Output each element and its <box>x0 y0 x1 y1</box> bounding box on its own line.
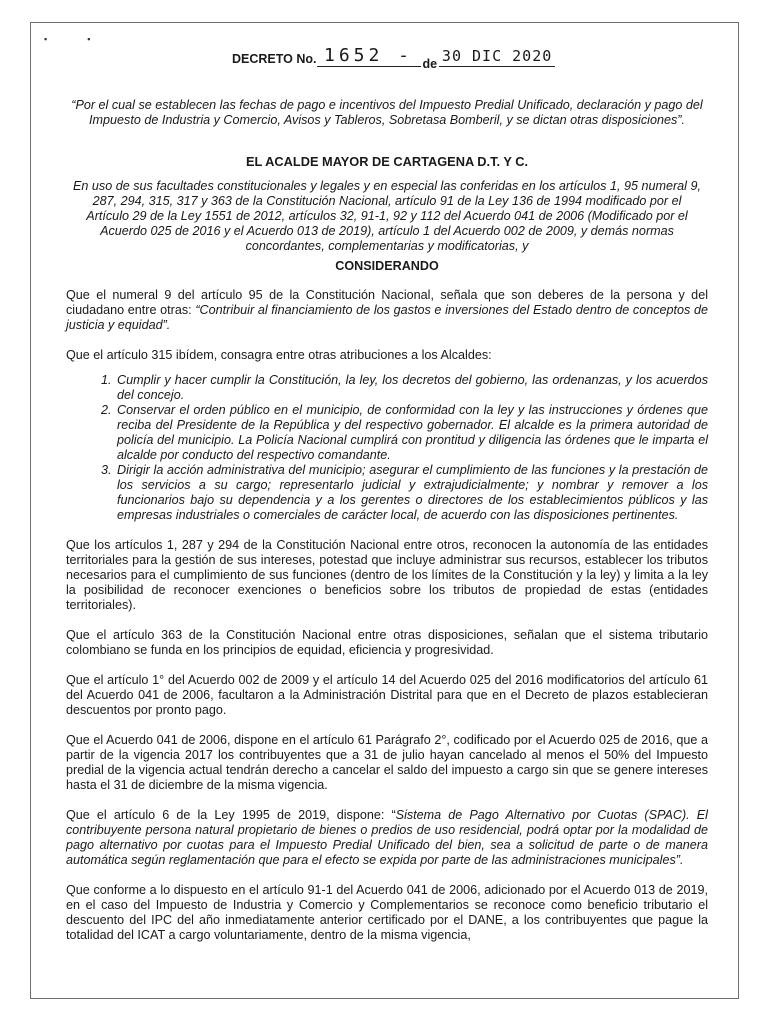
paragraph-7-quote: Sistema de Pago Alternativo por Cuotas (SPAC). El contribuyente persona natural propietario de bienes o predios de uso residencial, podrá optar por la modalidad de pago alternativo por cuotas para el Impuesto Predial Unificado del bien, sea a solicitud de parte o de manera automática según reglamentación que para el efecto se expida por parte de las administraciones municipales”. <box>66 808 708 867</box>
decree-header <box>232 45 555 71</box>
decree-label: DECRETO No. <box>232 52 317 66</box>
paragraph-6: Que el Acuerdo 041 de 2006, dispone en el artículo 61 Parágrafo 2°, codificado por el Acuerdo 025 de 2016, que a partir de la vigencia 2017 los contribuyentes que a 31 de julio hayan cancelado al menos el 50% del Impuesto predial de la vigencia actual tendrán derecho a cancelar el saldo del impuesto a cargo sin que se genere intereses hasta el 31 de diciembre de la misma vigencia. <box>66 733 708 792</box>
paragraph-7 <box>66 808 708 868</box>
paragraph-1-quote: “Contribuir al financiamiento de los gastos e inversiones del Estado dentro de conceptos de justicia y equidad”. <box>66 303 708 332</box>
considering-heading: CONSIDERANDO <box>335 259 439 273</box>
decree-number: 1652 - <box>317 46 421 67</box>
paragraph-7-quote-mark: “ <box>391 808 396 822</box>
list-item: 2. Conservar el orden público en el municipio, de conformidad con la ley y las instrucciones y órdenes que reciba del Presidente de la República y del respectivo gobernador. El alcalde es la primera autoridad de policía del municipio. La Policía Nacional cumplirá con prontitud y diligencia las órdenes que le imparta el alcalde por conducto del respectivo comandante. <box>115 403 708 463</box>
paragraph-4: Que el artículo 363 de la Constitución Nacional entre otras disposiciones, señalan que el sistema tributario colombiano se funda en los principios de equidad, eficiencia y progresividad. <box>66 628 708 657</box>
paragraph-1 <box>66 288 708 333</box>
date-connector: de <box>422 57 438 71</box>
authority-heading: EL ACALDE MAYOR DE CARTAGENA D.T. Y C. <box>245 154 529 169</box>
decree-summary: “Por el cual se establecen las fechas de pago e incentivos del Impuesto Predial Unificado, declaración y pago del Impuesto de Industria y Comercio, Avisos y Tableros, Sobretasa Bomberil, y se dictan otras disposiciones”. <box>71 98 703 127</box>
paragraph-5: Que el artículo 1° del Acuerdo 002 de 2009 y el artículo 14 del Acuerdo 025 del 2016 modificatorios del artículo 61 del Acuerdo 041 de 2006, facultaron a la Administración Distrital para que en el Decreto de plazos establecieran descuentos por pronto pago. <box>66 673 708 717</box>
paragraph-8: Que conforme a lo dispuesto en el artículo 91-1 del Acuerdo 041 de 2006, adicionado por el Acuerdo 013 de 2019, en el caso del Impuesto de Industria y Comercio y Complementarios se reconoce como beneficio tributario el descuento del IPC del año inmediatamente anterior certificado por el DANE, a los contribuyentes que pague la totalidad del ICAT a cargo voluntariamente, dentro de la misma vigencia, <box>66 883 708 942</box>
paragraph-2: Que el artículo 315 ibídem, consagra entre otras atribuciones a los Alcaldes: <box>66 348 492 362</box>
paragraph-7-lead: Que el artículo 6 de la Ley 1995 de 2019, dispone: <box>66 808 392 822</box>
attributions-list <box>66 373 708 523</box>
powers-paragraph: En uso de sus facultades constitucionales y legales y en especial las conferidas en los artículos 1, 95 numeral 9, 287, 294, 315, 317 y 363 de la Constitución Nacional, artículo 91 de la Ley 136 de 1994 modificado por el Artículo 29 de la Ley 1551 de 2012, artículos 32, 91-1, 92 y 112 del Acuerdo 041 de 2006 (Modificado por el Acuerdo 025 de 2016 y el Acuerdo 013 de 2019), artículo 1 del Acuerdo 002 de 2009, y demás normas concordantes, complementarias y modificatorias, y <box>73 179 701 253</box>
paragraph-3: Que los artículos 1, 287 y 294 de la Constitución Nacional entre otros, reconocen la autonomía de las entidades territoriales para la gestión de sus intereses, potestad que incluye administrar sus recursos, establecer los tributos necesarios para el cumplimiento de sus funciones (dentro de los límites de la Constitución y la ley) y limita a la ley la posibilidad de reconocer exenciones o beneficios sobre los tributos de propiedad de estas (entidades territoriales). <box>66 538 708 612</box>
list-item: 3. Dirigir la acción administrativa del municipio; asegurar el cumplimiento de las funciones y la prestación de los servicios a su cargo; representarlo judicial y extrajudicialmente; y nombrar y remover a los funcionarios bajo su dependencia y a los gerentes o directores de los establecimientos públicos y las empresas industriales o comerciales de carácter local, de acuerdo con las disposiciones pertinentes. <box>115 463 708 523</box>
document-body <box>66 98 708 943</box>
list-item: 1. Cumplir y hacer cumplir la Constitución, la ley, los decretos del gobierno, las ordenanzas, y los acuerdos del concejo. <box>115 373 708 403</box>
scan-specks: ▪ ▪ <box>44 34 91 44</box>
paragraph-1-lead: Que el numeral 9 del artículo 95 de la Constitución Nacional, señala que son deberes de la persona y del ciudadano entre otras: <box>66 288 708 317</box>
decree-date: 30 DIC 2020 <box>439 46 555 67</box>
